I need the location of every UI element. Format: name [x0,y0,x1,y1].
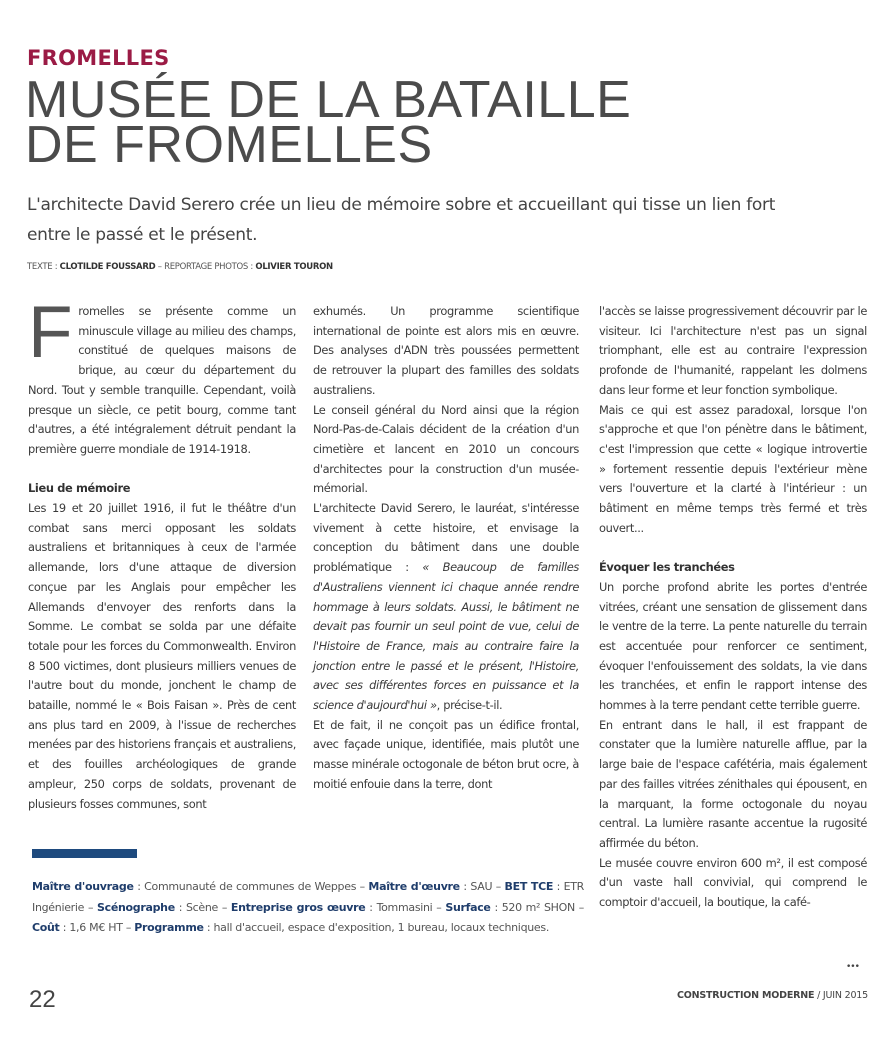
fact-key: Maître d'ouvrage [32,880,134,893]
publication-footer [677,990,868,1001]
article-title [25,71,632,174]
credits-text-author: CLOTILDE FOUSSARD [59,262,156,272]
fact-separator: – [84,900,97,914]
fact-colon: : [365,900,377,914]
fact-key: Maître d'œuvre [368,880,460,893]
fact-key: Programme [134,921,204,934]
paragraph: exhumés. Un programme scientifique international de pointe est alors mis en œuvre. Des analyses d'ADN très poussées permettent de retrouver la plupart des familles des soldats australiens. [313,304,579,397]
publication-issue: / JUIN 2015 [814,990,868,1001]
fact-colon: : [133,880,145,893]
factbox-rule [32,849,137,858]
continued-mark: ••• [846,962,859,972]
fact-colon: : [59,921,70,934]
quote-tail: , précise-t-il. [436,698,503,713]
intro-text: romelles se présente comme un minuscule village au milieu des champs, constitué de quelques maisons de brique, au cœur du département du Nord. Tout y semble tranquille. Cependant, voilà presque un siècle, ce petit bourg, comme tant d'autres, a été intégralement détruit pendant la première guerre mondiale de 1914-1918. [28,304,296,456]
credits-separator: – [155,262,165,272]
fact-colon: : [174,900,186,914]
fact-separator: – [432,900,446,914]
architect-quote: « Beaucoup de familles d'Australiens viennent ici chaque année rendre hommage à leurs soldats. Aussi, le bâtiment ne devait pas fournir un seul point de vue, celui de l'Histoire de France, mais au contraire faire la jonction entre le passé et le présent, l'Histoire, avec ses différentes forces en puissance et la science d'aujourd'hui » [313,560,579,713]
fact-key: Scénographe [97,900,175,914]
fact-value: Scène [185,900,219,914]
subhead-evoquer-les-tranchees: Évoquer les tranchées [599,560,735,575]
paragraph: Mais ce qui est assez paradoxal, lorsque l'on s'approche et que l'on pénètre dans le bâtiment, c'est l'impression que cette « logique introvertie » fortement ressentie depuis l'extérieur mène vers l'ouverture et la clarté à l'intérieur : un bâtiment en même temps très fermé et très ouvert... [599,402,867,535]
fact-colon: : [459,880,471,893]
paragraph-with-quote [313,499,579,716]
fact-key: Coût [32,921,60,934]
fact-value: ETR Ingénierie [32,880,585,914]
fact-separator: – [218,900,231,914]
fact-key: BET TCE [504,880,554,893]
fact-value: 1,6 M€ HT [69,921,123,934]
column-3 [599,302,867,913]
fact-value: Communauté de communes de Weppes [144,880,357,893]
credits-photo-label: REPORTAGE PHOTOS : [164,262,256,272]
fact-value: SAU [470,880,493,893]
fact-value: hall d'accueil, espace d'exposition, 1 bureau, locaux techniques. [213,921,550,934]
subhead-lieu-de-memoire: Lieu de mémoire [28,481,131,496]
paragraph: Les 19 et 20 juillet 1916, il fut le théâtre d'un combat sans merci opposant les soldats australiens et britanniques à ceux de l'armée allemande, lors d'une attaque de diversion conçue par les Anglais pour empêcher les Allemands d'envoyer des renforts dans la Somme. Le combat se solda par une défaite totale pour les forces du Commonwealth. Environ 8 500 victimes, dont plusieurs milliers venues de l'autre bout du monde, jonchent le champ de bataille, nommé le « Bois Faisan ». Près de cent ans plus tard en 2009, à l'issue de recherches menées par des historiens français et australiens, et des fouilles archéologiques de grande ampleur, 250 corps de soldats, provenant de plusieurs fosses communes, sont [28,501,296,811]
fact-key: Entreprise gros œuvre [230,900,366,914]
title-line-1: MUSÉE DE LA BATAILLE [25,71,632,129]
intro-paragraph [28,292,296,460]
credits-text-label: TEXTE : [27,262,60,272]
paragraph: Et de fait, il ne conçoit pas un édifice frontal, avec façade unique, identifiée, mais plutôt une masse minérale octogonale de béton brut ocre, à moitié enfouie dans la terre, dont [313,717,579,791]
drop-cap: F [28,292,73,373]
fact-colon: : [490,900,502,914]
paragraph: l'accès se laisse progressivement découvrir par le visiteur. Ici l'architecture n'est pas un signal triomphant, elle est au contraire l'expression profonde de l'humanité, rappelant les dolmens dans leur forme et leur fonction symbolique. [599,304,867,397]
fact-value: 520 m² SHON [501,900,575,914]
title-line-2: DE FROMELLES [25,116,433,174]
paragraph: Le conseil général du Nord ainsi que la région Nord-Pas-de-Calais décident de la création d'un cimetière et lancent en 2010 un concours d'architectes pour la construction d'un musée-mémorial. [313,402,579,496]
fact-key: Surface [445,900,491,914]
paragraph: Le musée couvre environ 600 m², il est composé d'un vaste hall convivial, qui comprend le comptoir d'accueil, la boutique, la café- [599,855,867,910]
page-number: 22 [29,986,56,1013]
quote-lead: L'architecte David Serero, le lauréat, s'intéresse vivement à cette histoire, et envisage la conception du bâtiment dans une double problématique : [313,501,579,575]
article-credits [27,262,333,272]
paragraph: Un porche profond abrite les portes d'entrée vitrées, créant une sensation de glissement dans le ventre de la terre. La pente naturelle du terrain est accentuée pour renforcer ce sentiment, évoquer l'enfouissement des soldats, la vie dans les tranchées, et enfin le rapport intense des hommes à la terre pendant cette terrible guerre. [599,579,867,713]
fact-separator: – [492,880,505,893]
column-1 [28,292,296,814]
fact-separator: – [574,900,584,914]
article-kicker: FROMELLES [27,46,170,70]
publication-name: CONSTRUCTION MODERNE [676,990,815,1001]
article-lede: L'architecte David Serero crée un lieu de mémoire sobre et accueillant qui tisse un lien fort entre le passé et le présent. [27,195,776,245]
fact-separator: – [356,880,369,893]
column-2 [313,302,579,795]
project-factbox [32,877,584,939]
fact-colon: : [203,921,214,934]
paragraph: En entrant dans le hall, il est frappant de constater que la lumière naturelle afflue, par la large baie de l'espace cafétéria, mais également par des failles vitrées zénithales qui épousent, en la marquant, la forme octogonale du noyau central. La lumière rasante accentue la rugosité affirmée du béton. [599,717,867,850]
fact-colon: : [553,880,564,893]
fact-value: Tommasini [376,900,433,914]
fact-separator: – [122,921,135,934]
credits-photo-author: OLIVIER TOURON [255,262,333,272]
